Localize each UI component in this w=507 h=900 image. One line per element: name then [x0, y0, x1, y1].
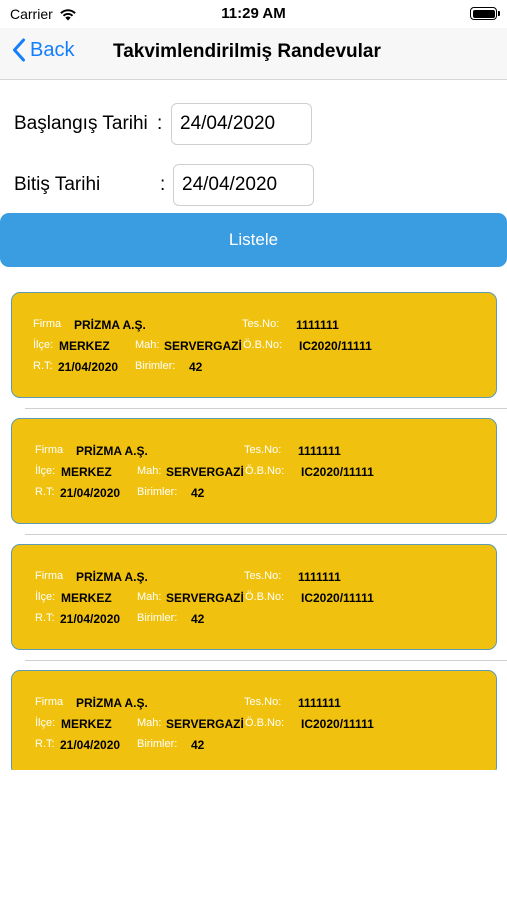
- start-date-label: Başlangış Tarihi: [14, 113, 148, 134]
- rt-value: 21/04/2020: [58, 360, 119, 374]
- mah-label: Mah:: [137, 465, 162, 477]
- birimler-value: 42: [191, 738, 205, 752]
- appointment-card[interactable]: [11, 670, 497, 770]
- navigation-bar: [0, 28, 507, 80]
- rt-label: R.T:: [35, 738, 55, 750]
- status-time: 11:29 AM: [221, 5, 286, 22]
- ob-no-label: Ö.B.No:: [245, 591, 285, 603]
- tes-no-label: Tes.No:: [244, 570, 282, 582]
- mah-value: SERVERGAZİ: [166, 591, 244, 605]
- ilce-value: MERKEZ: [61, 465, 112, 479]
- ilce-value: MERKEZ: [59, 339, 110, 353]
- tes-no-label: Tes.No:: [244, 444, 282, 456]
- ob-no-value: IC2020/11111: [301, 591, 374, 605]
- firma-label: Firma: [35, 570, 64, 582]
- appointment-row[interactable]: [0, 661, 507, 770]
- appointment-row[interactable]: [0, 283, 507, 409]
- ob-no-label: Ö.B.No:: [243, 339, 283, 351]
- ob-no-value: IC2020/11111: [301, 717, 374, 731]
- firma-value: PRİZMA A.Ş.: [76, 570, 148, 584]
- mah-label: Mah:: [135, 339, 160, 351]
- start-date-row: [0, 103, 507, 147]
- firma-value: PRİZMA A.Ş.: [76, 444, 148, 458]
- start-date-colon: :: [157, 113, 163, 134]
- ilce-label: İlçe:: [35, 591, 56, 603]
- firma-value: PRİZMA A.Ş.: [76, 696, 148, 710]
- birimler-value: 42: [191, 612, 205, 626]
- ilce-value: MERKEZ: [61, 717, 112, 731]
- rt-label: R.T:: [35, 486, 55, 498]
- ob-no-value: IC2020/11111: [301, 465, 374, 479]
- chevron-left-icon: [12, 38, 26, 62]
- firma-value: PRİZMA A.Ş.: [74, 318, 146, 332]
- back-button[interactable]: [12, 38, 74, 62]
- mah-value: SERVERGAZİ: [166, 465, 244, 479]
- appointment-card[interactable]: [11, 544, 497, 650]
- appointment-row[interactable]: [0, 535, 507, 661]
- birimler-label: Birimler:: [137, 738, 178, 750]
- firma-label: Firma: [35, 696, 64, 708]
- mah-label: Mah:: [137, 591, 162, 603]
- birimler-value: 42: [191, 486, 205, 500]
- firma-label: Firma: [35, 444, 64, 456]
- appointment-card[interactable]: [11, 418, 497, 524]
- birimler-label: Birimler:: [137, 486, 178, 498]
- birimler-value: 42: [189, 360, 203, 374]
- carrier-label: Carrier: [10, 6, 53, 22]
- start-date-field[interactable]: 24/04/2020: [171, 103, 312, 145]
- ob-no-label: Ö.B.No:: [245, 465, 285, 477]
- tes-no-label: Tes.No:: [244, 696, 282, 708]
- tes-no-value: 1111111: [298, 444, 341, 458]
- end-date-row: [0, 164, 507, 208]
- back-label: Back: [30, 38, 75, 61]
- ilce-value: MERKEZ: [61, 591, 112, 605]
- end-date-label: Bitiş Tarihi: [14, 174, 101, 195]
- tes-no-value: 1111111: [298, 570, 341, 584]
- page-title: Takvimlendirilmiş Randevular: [113, 41, 381, 62]
- ob-no-value: IC2020/11111: [299, 339, 372, 353]
- rt-value: 21/04/2020: [60, 486, 121, 500]
- rt-value: 21/04/2020: [60, 738, 121, 752]
- rt-value: 21/04/2020: [60, 612, 121, 626]
- appointment-card[interactable]: [11, 292, 497, 398]
- appointment-list[interactable]: [0, 283, 507, 770]
- mah-value: SERVERGAZİ: [164, 339, 242, 353]
- end-date-colon: :: [160, 174, 166, 195]
- ilce-label: İlçe:: [35, 465, 56, 477]
- birimler-label: Birimler:: [137, 612, 178, 624]
- tes-no-value: 1111111: [298, 696, 341, 710]
- ilce-label: İlçe:: [35, 717, 56, 729]
- status-bar: [0, 0, 507, 28]
- rt-label: R.T:: [35, 612, 55, 624]
- rt-label: R.T:: [33, 360, 53, 372]
- ilce-label: İlçe:: [33, 339, 54, 351]
- battery-icon: [470, 7, 497, 20]
- mah-value: SERVERGAZİ: [166, 717, 244, 731]
- ob-no-label: Ö.B.No:: [245, 717, 285, 729]
- appointment-row[interactable]: [0, 409, 507, 535]
- end-date-field[interactable]: 24/04/2020: [173, 164, 314, 206]
- mah-label: Mah:: [137, 717, 162, 729]
- list-button[interactable]: Listele: [0, 213, 507, 267]
- firma-label: Firma: [33, 318, 62, 330]
- tes-no-label: Tes.No:: [242, 318, 280, 330]
- birimler-label: Birimler:: [135, 360, 176, 372]
- tes-no-value: 1111111: [296, 318, 339, 332]
